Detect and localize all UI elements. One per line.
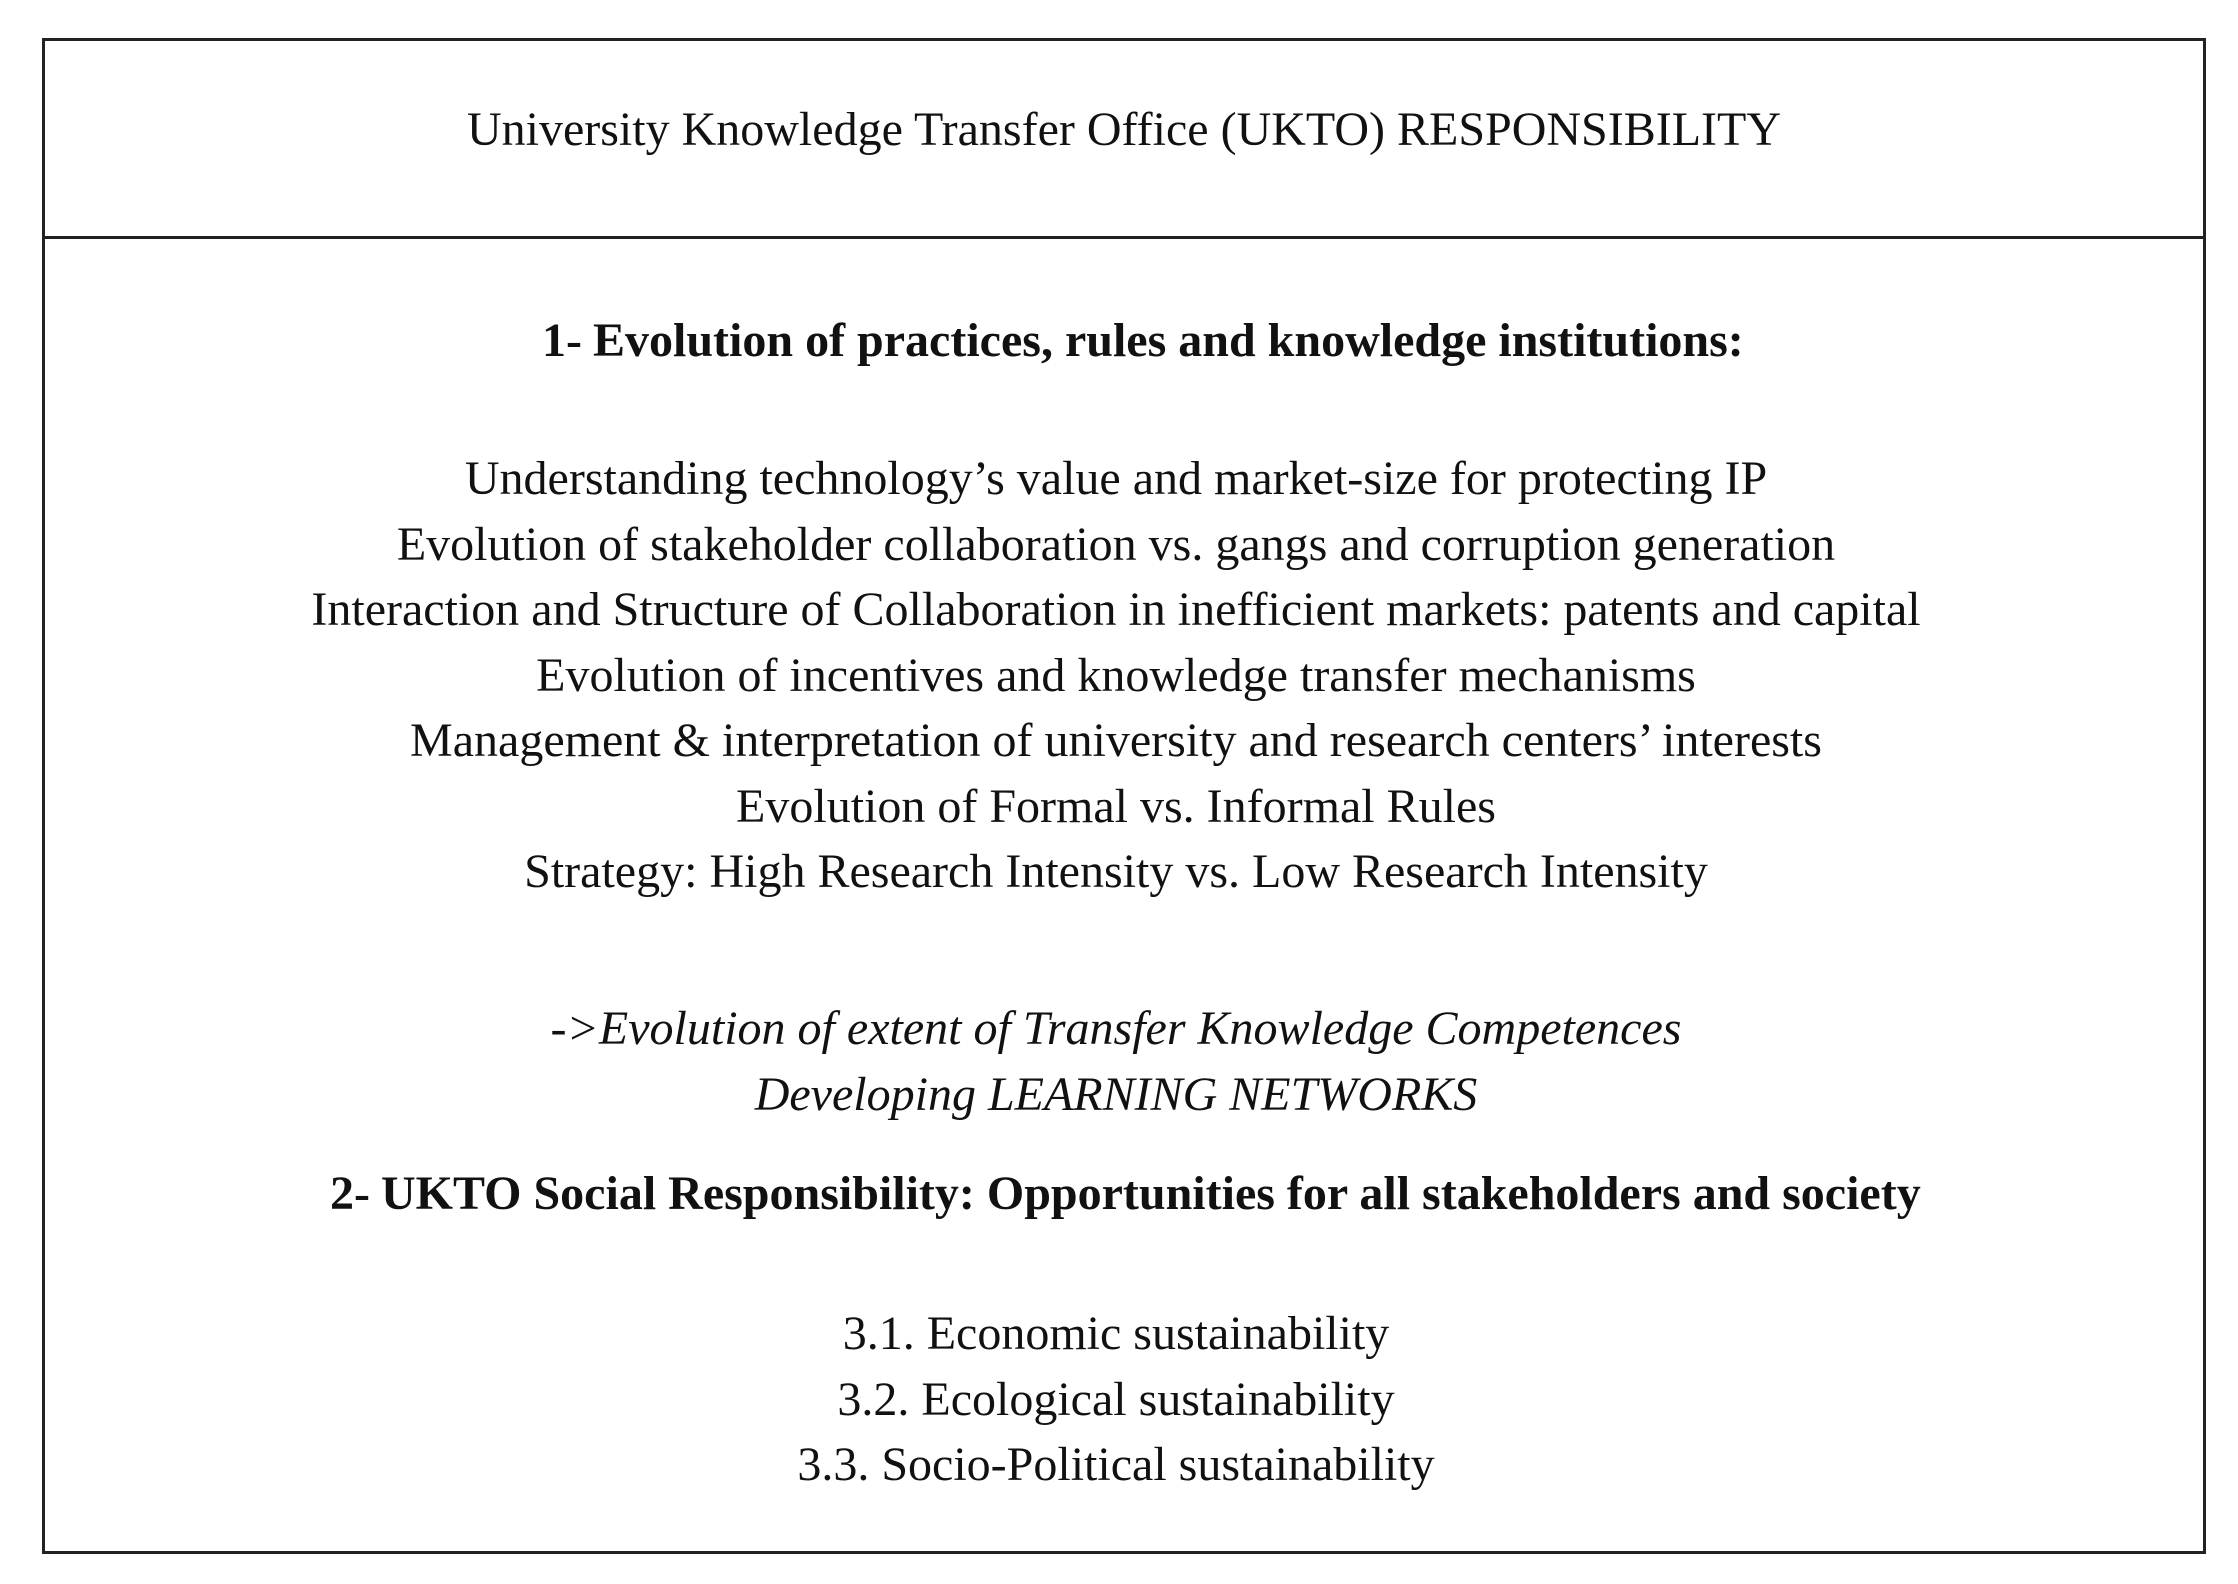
list-item: Evolution of Formal vs. Informal Rules <box>736 779 1496 833</box>
section-2-heading <box>330 1166 1921 1221</box>
list-item: 3.2. Ecological sustainability <box>837 1372 1395 1426</box>
diagram-title: University Knowledge Transfer Office (UKTO) RESPONSIBILITY <box>466 103 1782 156</box>
list-item: 3.3. Socio-Political sustainability <box>797 1438 1435 1491</box>
list-item: 3.1. Economic sustainability <box>842 1307 1390 1360</box>
list-item: Strategy: High Research Intensity vs. Low Research Intensity <box>524 845 1708 898</box>
list-item: Understanding technology’s value and market-size for protecting IP <box>464 452 1768 505</box>
section-1-heading <box>542 313 1744 368</box>
section-1-number: 1- <box>542 314 582 367</box>
section-2-items <box>37 1301 2195 1498</box>
section-1-title: Evolution of practices, rules and knowledge institutions: <box>593 314 1744 367</box>
section-2-title: UKTO Social Responsibility: Opportunities for all stakeholders and society <box>381 1167 1921 1220</box>
outcome-line: ->Evolution of extent of Transfer Knowledge Competences <box>550 1002 1682 1055</box>
list-item: Evolution of stakeholder collaboration vs. gangs and corruption generation <box>396 517 1836 571</box>
section-2-number: 2- <box>330 1167 370 1220</box>
section-1-items <box>37 446 2195 905</box>
section-1-outcomes <box>37 996 2195 1127</box>
list-item: Interaction and Structure of Collaboration in inefficient markets: patents and capital <box>311 583 1921 636</box>
list-item: Evolution of incentives and knowledge transfer mechanisms <box>536 648 1696 702</box>
list-item: Management & interpretation of university and research centers’ interests <box>410 714 1822 767</box>
header-box <box>45 41 2203 239</box>
outcome-line: Developing LEARNING NETWORKS <box>754 1067 1478 1121</box>
diagram-frame <box>42 38 2206 1554</box>
